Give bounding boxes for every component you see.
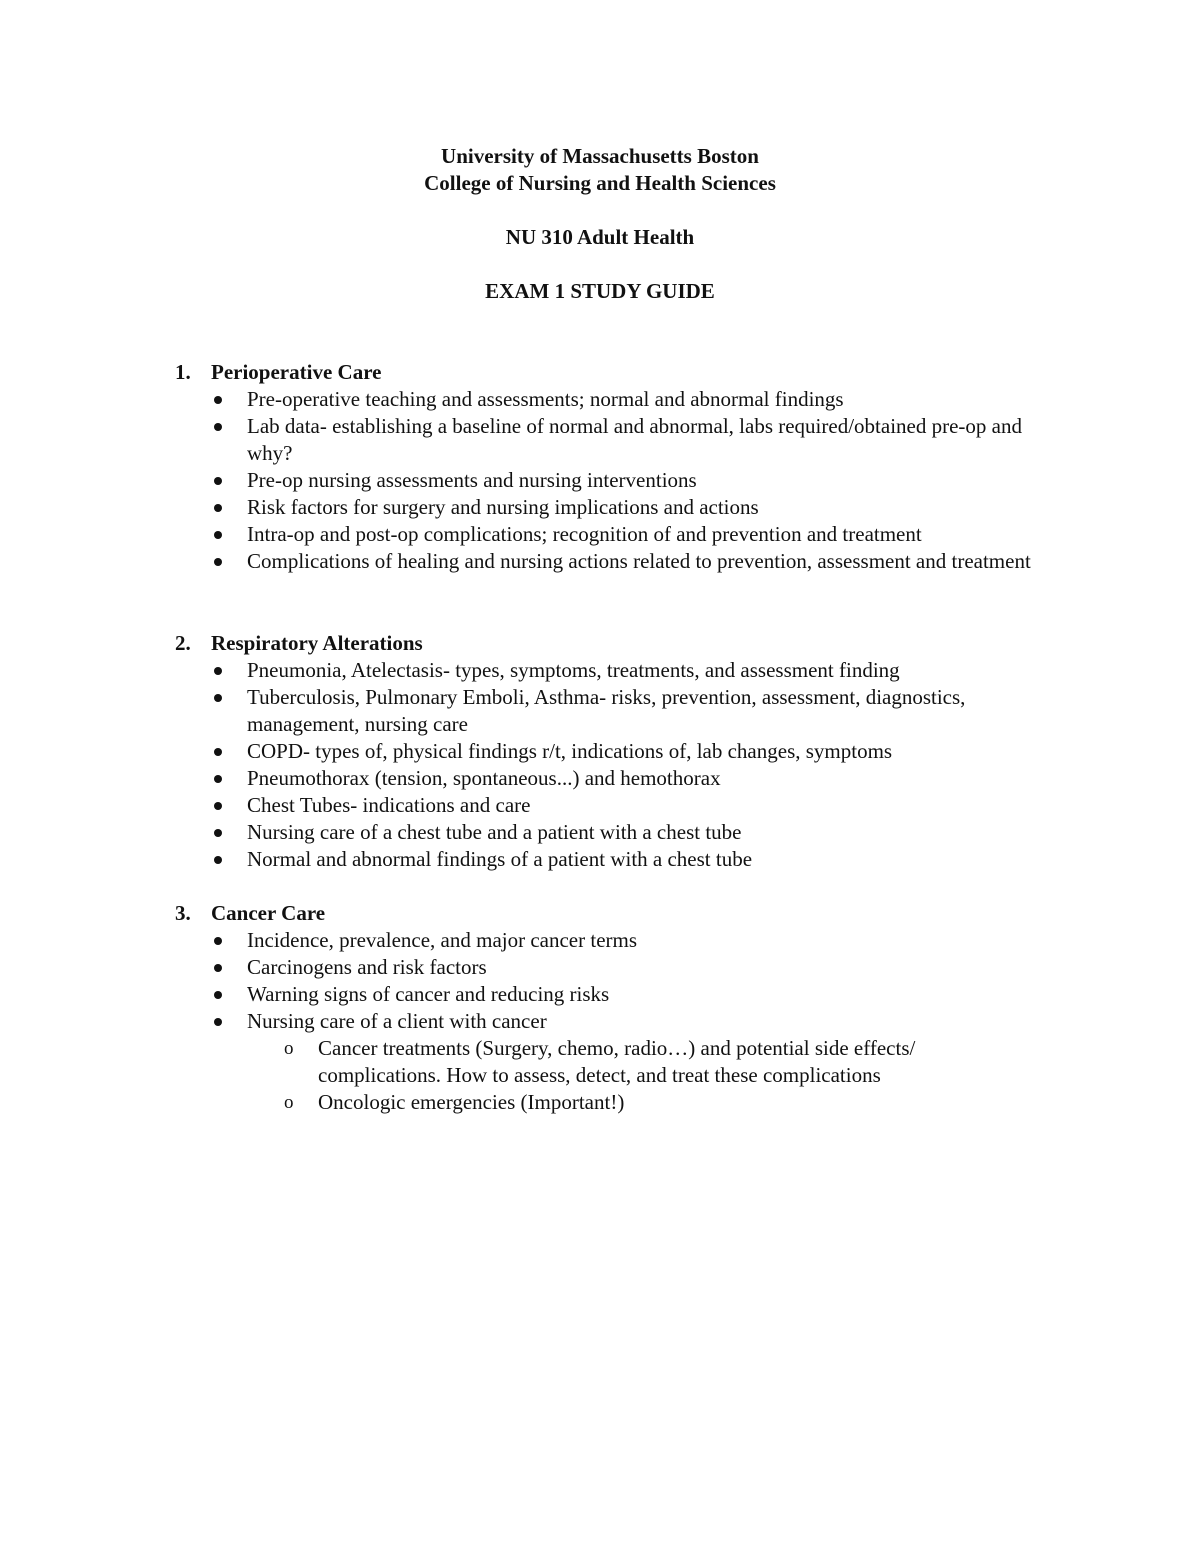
bullet-icon [214, 937, 222, 945]
bullet-list [175, 927, 1035, 1116]
bullet-icon [214, 856, 222, 864]
section-title: Respiratory Alterations [211, 631, 423, 655]
bullet-icon [214, 667, 222, 675]
list-item: Intra-op and post-op complications; recognition of and prevention and treatment [175, 521, 1035, 548]
section-heading [175, 359, 1035, 386]
list-item: Nursing care of a client with cancer o Cancer treatments (Surgery, chemo, radio…) and potential side effects/ complications. How to assess, detect, and treat these complications o Oncologic emergencies (Important!) [175, 1008, 1035, 1116]
bullet-icon [214, 694, 222, 702]
bullet-icon [214, 1018, 222, 1026]
section-heading [175, 630, 1035, 657]
list-item: Pre-operative teaching and assessments; normal and abnormal findings [175, 386, 1035, 413]
college-name: College of Nursing and Health Sciences [424, 171, 776, 195]
bullet-icon [214, 802, 222, 810]
section-perioperative-care [175, 359, 1035, 575]
section-title: Cancer Care [211, 901, 326, 925]
bullet-icon [214, 396, 222, 404]
sub-list-item: o Oncologic emergencies (Important!) [284, 1090, 625, 1114]
sub-list [247, 1035, 1035, 1116]
bullet-icon [214, 423, 222, 431]
circle-bullet-icon: o [284, 1038, 294, 1059]
list-item: Chest Tubes- indications and care [175, 792, 1035, 819]
bullet-icon [214, 829, 222, 837]
bullet-list [175, 386, 1035, 575]
circle-bullet-icon: o [284, 1092, 294, 1113]
bullet-icon [214, 775, 222, 783]
list-item: Risk factors for surgery and nursing implications and actions [175, 494, 1035, 521]
section-number: 1. [175, 360, 191, 384]
section-respiratory-alterations [175, 630, 1035, 873]
sub-list-item: o Cancer treatments (Surgery, chemo, radio…) and potential side effects/ complications. How to assess, detect, and treat these complications [284, 1036, 916, 1087]
list-item: Lab data- establishing a baseline of normal and abnormal, labs required/obtained pre-op and why? [175, 413, 1035, 467]
bullet-icon [214, 504, 222, 512]
list-item: Nursing care of a chest tube and a patient with a chest tube [175, 819, 1035, 846]
section-heading [175, 900, 1035, 927]
list-item: COPD- types of, physical findings r/t, indications of, lab changes, symptoms [175, 738, 1035, 765]
list-item: Normal and abnormal findings of a patient with a chest tube [175, 846, 1035, 873]
section-cancer-care [175, 900, 1035, 1116]
bullet-list [175, 657, 1035, 873]
bullet-icon [214, 477, 222, 485]
bullet-icon [214, 748, 222, 756]
section-number: 2. [175, 631, 191, 655]
list-item: Carcinogens and risk factors [175, 954, 1035, 981]
section-number: 3. [175, 901, 191, 925]
list-item: Complications of healing and nursing actions related to prevention, assessment and treatment [175, 548, 1035, 575]
bullet-icon [214, 531, 222, 539]
university-name: University of Massachusetts Boston [441, 144, 759, 168]
course-title: NU 310 Adult Health [505, 225, 695, 249]
list-item: Warning signs of cancer and reducing risks [175, 981, 1035, 1008]
document-header [0, 143, 1200, 305]
bullet-icon [214, 991, 222, 999]
bullet-icon [214, 964, 222, 972]
list-item: Pneumonia, Atelectasis- types, symptoms, treatments, and assessment finding [175, 657, 1035, 684]
list-item: Pneumothorax (tension, spontaneous...) and hemothorax [175, 765, 1035, 792]
bullet-icon [214, 558, 222, 566]
document-title: EXAM 1 STUDY GUIDE [485, 279, 715, 303]
list-item: Tuberculosis, Pulmonary Emboli, Asthma- risks, prevention, assessment, diagnostics, management, nursing care [175, 684, 1035, 738]
list-item: Pre-op nursing assessments and nursing interventions [175, 467, 1035, 494]
section-title: Perioperative Care [211, 360, 382, 384]
list-item: Incidence, prevalence, and major cancer terms [175, 927, 1035, 954]
